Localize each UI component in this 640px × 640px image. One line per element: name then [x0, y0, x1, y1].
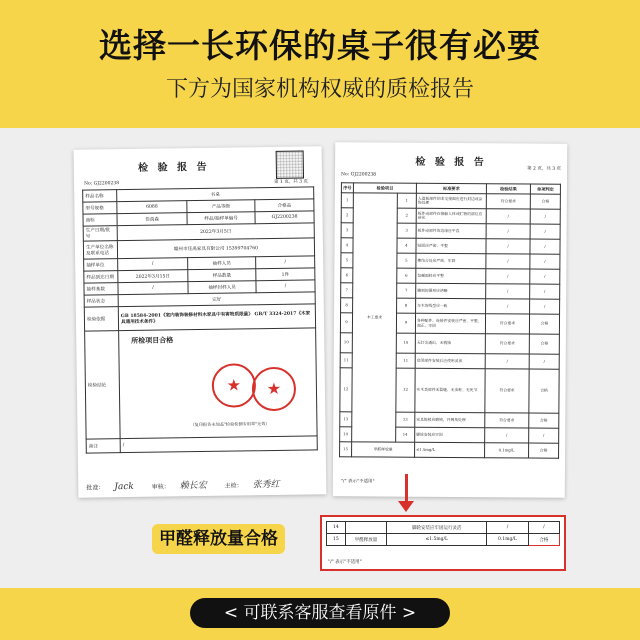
contact-service-button[interactable]: < 可联系客服查看原件 > — [190, 598, 450, 628]
cell-index: 4 — [341, 238, 353, 253]
row-value: 赣州市佳禹家具有限公司 15399704760 — [117, 238, 314, 259]
formaldehyde-pass-badge: 甲醛释放量合格 — [152, 524, 285, 554]
approve-label: 批准： — [86, 484, 105, 492]
cell-subindex: 4 — [397, 238, 416, 253]
row-label: 抽样封样人员 — [188, 281, 256, 294]
cell-result: 符合要求 — [485, 334, 529, 354]
col-header: 序号 — [341, 183, 353, 193]
signature: Jack — [114, 481, 134, 493]
row-value: / — [118, 282, 188, 295]
row-value: 完好 — [118, 292, 315, 307]
arrow-down-icon — [398, 501, 414, 512]
cell-requirement: ≤1.5mg/L — [415, 442, 485, 457]
cell-result: / — [486, 209, 530, 224]
row-value: 合格品 — [255, 199, 314, 212]
report-title: 检 验 报 告 — [138, 161, 210, 174]
cell-index: 11 — [340, 353, 352, 368]
row-label: 商标 — [83, 214, 117, 226]
cell-requirement: 雕刻的图形应清晰 — [416, 283, 486, 298]
cell-index: 12 — [340, 368, 352, 412]
cell-result: / — [485, 428, 529, 443]
row-value: 2022年3月15日 — [118, 270, 188, 283]
table-row — [341, 193, 560, 210]
row-label: 型号规格 — [83, 202, 117, 214]
page-indicator: 第 1 页，共 3 页 — [274, 179, 309, 185]
cell-judgement: / — [529, 354, 559, 369]
cell-subindex: 6 — [397, 268, 416, 283]
table-footnote: "/" 表示"不适用" — [328, 560, 362, 565]
page-indicator: 第 2 页，共 3 页 — [527, 166, 562, 172]
table-row — [340, 442, 559, 459]
headline: 选择一长环保的桌子很有必要 — [99, 26, 541, 65]
cell-requirement: 家具锐棱应磨钝，并倒角处理 — [415, 412, 485, 427]
cell-result: 0.1mg/L — [485, 443, 529, 458]
cell-result: / — [486, 284, 530, 299]
col-header: 检验项目 — [353, 183, 416, 193]
arrow-shaft — [405, 474, 408, 504]
cell-requirement: 无钉尖透出，无锈蚀 — [415, 333, 485, 353]
report-info-table — [82, 186, 318, 453]
cell-subindex: 2 — [397, 208, 416, 223]
cell-index: 15 — [327, 534, 346, 546]
cell-index: 14 — [327, 522, 346, 534]
row-label: 样品名称 — [83, 190, 117, 202]
cell-judgement: 合格 — [529, 334, 559, 354]
row-value: GJ2200238 — [255, 211, 314, 224]
cell-requirement: 板件或部件在接触人体或贮物的部位应砂光 — [416, 208, 486, 223]
cell-requirement: 各种配件、连接件安装应严密、平整、端正、牢固 — [415, 313, 485, 333]
cell-category: 木工要求 — [352, 193, 398, 442]
stamp-note: （复印报告未加盖"检验检测专用章"无效） — [190, 421, 270, 428]
cell-result: / — [487, 522, 529, 534]
inspector-label: 主检： — [224, 482, 243, 490]
cell-result: 符合要求 — [485, 314, 529, 334]
cell-result: 0.1mg/L — [487, 534, 529, 546]
cell-subindex: 13 — [396, 412, 415, 427]
cell-requirement: ≤1.5mg/L — [387, 534, 487, 546]
cell-judgement: / — [530, 284, 560, 299]
cell-requirement: 车木的线型应一致 — [416, 298, 486, 313]
table-row — [84, 304, 315, 331]
row-label: 抽样单位 — [84, 259, 118, 271]
cell-result: 符合要求 — [486, 194, 530, 209]
red-seal-stamp-icon: ★ — [252, 367, 297, 412]
cell-index: 9 — [340, 313, 352, 333]
cell-requirement: 榫结合处应严密、牢固 — [416, 253, 486, 268]
table-row — [327, 534, 560, 546]
zoomed-table — [326, 521, 560, 546]
cell-result: / — [486, 299, 530, 314]
row-value: / — [118, 258, 188, 271]
conclusion-text: 所检项目合格 — [131, 335, 174, 345]
cell-subindex: 12 — [396, 368, 415, 412]
cell-judgement: 合格 — [529, 369, 559, 413]
cell-result: / — [486, 269, 530, 284]
subheadline: 下方为国家机构权威的质检报告 — [165, 77, 474, 102]
cell-index: 10 — [340, 333, 352, 353]
cell-judgement: / — [529, 428, 559, 443]
cell-requirement: 脚轮安装应牢固运行灵活 — [387, 522, 487, 534]
row-label: 备注 — [86, 439, 120, 453]
cell-judgement: / — [530, 254, 560, 269]
cell-result: 符合要求 — [485, 369, 529, 413]
cell-requirement: 贴面应严密、平整 — [416, 238, 486, 253]
report-number: No: GJ2200238 — [340, 172, 377, 178]
cell-subindex: 10 — [396, 333, 415, 353]
results-table — [339, 182, 561, 459]
row-label: 生产日期/批号 — [83, 226, 117, 241]
cell-index: 8 — [341, 298, 353, 313]
row-label: 抽样人员 — [188, 257, 256, 270]
cell-judgement: / — [530, 224, 560, 239]
signature-row — [86, 476, 322, 492]
cell-judgement: 合格 — [529, 314, 559, 334]
cell-index: 5 — [341, 253, 353, 268]
table-footnote: "/" 表示"不适用" — [340, 479, 375, 485]
report-cover-page — [74, 146, 327, 497]
cell-index: 2 — [341, 208, 353, 223]
row-value: 1件 — [256, 268, 315, 281]
cell-index: 7 — [341, 283, 353, 298]
cell-result: 符合要求 — [485, 413, 529, 428]
cell-item — [345, 522, 387, 534]
row-label: 检验依据 — [84, 307, 118, 331]
cell-subindex: 11 — [396, 353, 415, 368]
cell-subindex: 3 — [397, 223, 416, 238]
report-number: No: GJ2200238 — [84, 181, 120, 187]
cell-requirement: 脚轮安装应牢固 — [415, 427, 485, 442]
cell-index: 13 — [340, 412, 352, 427]
cell-judgement: / — [530, 269, 560, 284]
cell-result: / — [486, 239, 530, 254]
row-value: / — [256, 256, 315, 269]
row-label: 样品状态 — [84, 295, 118, 307]
cell-index: 6 — [341, 268, 353, 283]
col-header: 检验结果 — [486, 184, 530, 194]
row-value: 6088 — [117, 201, 187, 214]
cell-requirement: 实木类部件无裂缝、无虫蛀、无死节 — [415, 368, 485, 412]
cell-index: 1 — [341, 193, 353, 208]
cell-requirement: 包覆面料应平整 — [416, 268, 486, 283]
cell-requirement: 启闭部件安装后应使用灵活 — [415, 353, 485, 368]
cell-item: 甲醛释放量 — [345, 534, 387, 546]
cell-judgement: / — [528, 522, 559, 534]
row-label: 抽样基数 — [84, 283, 118, 295]
cell-judgement: 合格 — [529, 443, 559, 458]
signature: 赖长宏 — [179, 480, 207, 492]
cell-subindex: 5 — [397, 253, 416, 268]
cell-judgement: 合格 — [530, 194, 560, 209]
row-value: 2022年3月5日 — [117, 223, 314, 241]
cell-requirement: 板件或部件的边缘应平直 — [416, 223, 486, 238]
report-title: 检 验 报 告 — [415, 156, 487, 169]
table-row — [327, 522, 560, 534]
row-label: 产品等级 — [187, 200, 255, 213]
report-results-page — [333, 142, 567, 498]
row-value: 书桌 — [117, 187, 314, 202]
cell-index: 14 — [340, 427, 352, 442]
cell-result: / — [486, 224, 530, 239]
signature: 张秀红 — [252, 479, 280, 491]
review-label: 审核： — [151, 483, 170, 491]
row-value: / — [120, 436, 317, 453]
row-label: 样品/抽样单编号 — [187, 212, 255, 225]
cell-index: 15 — [340, 442, 352, 457]
qr-code-icon — [276, 151, 304, 179]
cell-judgement-pass: 合格 — [528, 534, 559, 546]
cell-index: 3 — [341, 223, 353, 238]
table-row — [85, 328, 317, 439]
row-label: 样品到达日期 — [84, 271, 118, 283]
cell-requirement: 人造板部件的非交接面应进行封边或涂饰处理 — [416, 193, 486, 208]
row-value: 佳禹森 — [117, 213, 187, 226]
cell-judgement: / — [530, 239, 560, 254]
row-label: 生产单位名称及联系电话 — [83, 241, 117, 259]
zoomed-result — [320, 515, 566, 571]
cell-judgement: 合格 — [529, 413, 559, 428]
cell-subindex: 1 — [397, 193, 416, 208]
cell-subindex: 9 — [396, 313, 415, 333]
cell-judgement: / — [530, 299, 560, 314]
cell-result: / — [486, 254, 530, 269]
col-header: 标准要求 — [416, 183, 486, 193]
cell-judgement: / — [530, 209, 560, 224]
row-value: / — [256, 280, 315, 293]
row-label: 样品数量 — [188, 269, 256, 282]
row-value: GB 18584-2001《室内装饰装修材料木家具中有害物质限量》 GB/T 3324-2017《木家具通用技术条件》 — [118, 304, 315, 331]
col-header: 单项判定 — [530, 184, 560, 194]
cell-result: / — [485, 354, 529, 369]
cell-item: 甲醛释放量 — [352, 442, 415, 457]
cell-subindex: 14 — [396, 427, 415, 442]
row-label: 检验结论 — [85, 331, 121, 439]
conclusion-cell — [119, 328, 317, 439]
red-seal-stamp-icon: ★ — [212, 363, 257, 408]
cell-subindex: 7 — [397, 283, 416, 298]
cell-subindex: 8 — [397, 298, 416, 313]
